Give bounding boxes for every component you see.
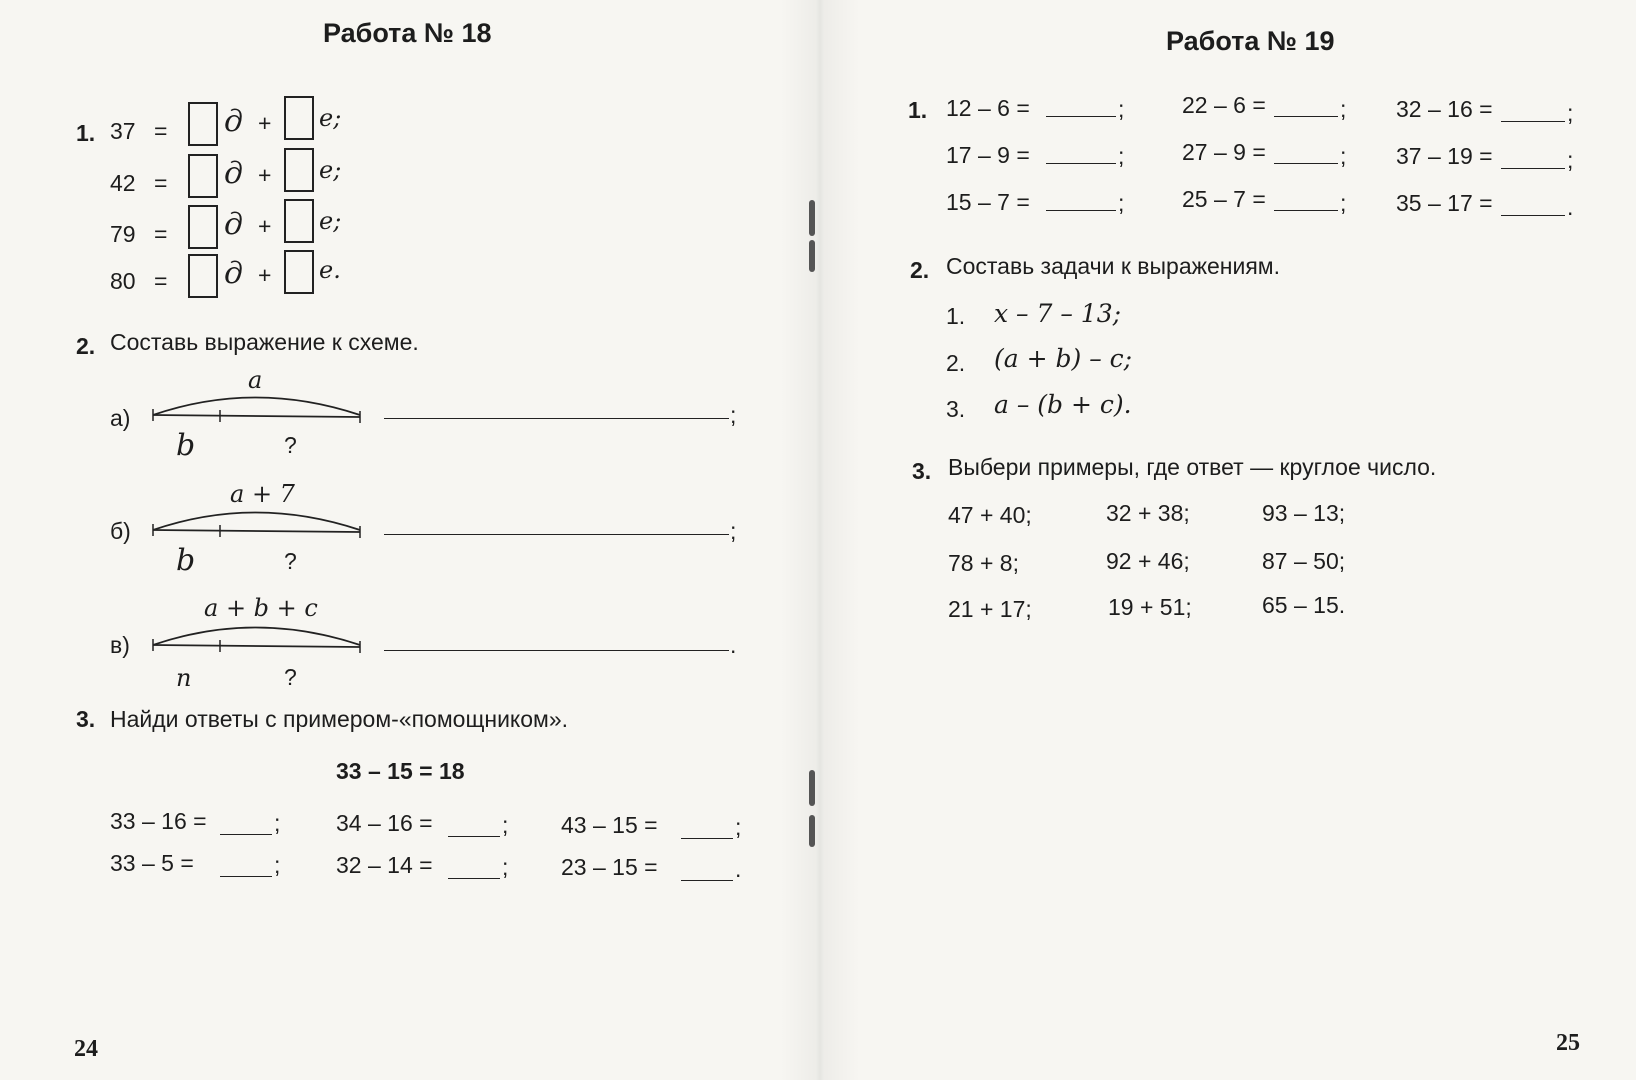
page-number: 25 bbox=[1556, 1030, 1580, 1056]
answer-blank[interactable] bbox=[1046, 116, 1116, 117]
plus-sign: + bbox=[258, 213, 272, 239]
task-number: 1. bbox=[76, 120, 96, 146]
example-end: ; bbox=[1340, 190, 1347, 216]
answer-blank[interactable] bbox=[1501, 215, 1565, 216]
example-expression: 25 – 7 = bbox=[1182, 186, 1266, 212]
answer-box[interactable] bbox=[188, 254, 218, 298]
answer-blank[interactable] bbox=[1274, 210, 1338, 211]
page-title: Работа № 18 bbox=[323, 18, 492, 48]
line-end: ; bbox=[730, 518, 737, 544]
task-number: 1. bbox=[908, 97, 928, 123]
scheme-top-label: a + 7 bbox=[230, 480, 295, 508]
example-end: ; bbox=[274, 810, 281, 836]
answer-box[interactable] bbox=[284, 96, 314, 140]
scheme-arc bbox=[153, 513, 360, 531]
example-expression: 12 – 6 = bbox=[946, 95, 1030, 121]
task-number: 3. bbox=[912, 458, 932, 484]
example-end: ; bbox=[1118, 190, 1125, 216]
task-instruction: Составь выражение к схеме. bbox=[110, 329, 419, 355]
answer-blank[interactable] bbox=[448, 878, 500, 879]
example-expression: 43 – 15 = bbox=[561, 812, 658, 838]
answer-line[interactable] bbox=[384, 534, 729, 535]
answer-blank[interactable] bbox=[220, 876, 272, 877]
example-end: . bbox=[735, 856, 742, 882]
line-end: . bbox=[730, 632, 737, 658]
example-expression: 32 + 38; bbox=[1106, 500, 1190, 526]
item-expression: a – (b + c). bbox=[994, 390, 1132, 419]
scheme-left-label: n bbox=[176, 664, 192, 692]
scheme-top-label: a bbox=[248, 366, 263, 394]
item-expression: (a + b) – c; bbox=[994, 344, 1133, 373]
equals-sign: = bbox=[154, 221, 168, 247]
scheme-diagram bbox=[150, 500, 365, 540]
example-end: ; bbox=[1567, 100, 1574, 126]
answer-blank[interactable] bbox=[448, 836, 500, 837]
answer-line[interactable] bbox=[384, 650, 729, 651]
example-end: ; bbox=[735, 814, 742, 840]
scheme-segment bbox=[153, 530, 360, 532]
scheme-right-label: ? bbox=[284, 664, 297, 690]
example-expression: 32 – 16 = bbox=[1396, 96, 1493, 122]
example-expression: 35 – 17 = bbox=[1396, 190, 1493, 216]
example-end: ; bbox=[1340, 143, 1347, 169]
answer-box[interactable] bbox=[284, 148, 314, 192]
answer-blank[interactable] bbox=[1274, 163, 1338, 164]
task1-value: 79 bbox=[110, 221, 136, 247]
example-end: . bbox=[1567, 194, 1574, 220]
scheme-arc bbox=[153, 628, 360, 646]
plus-sign: + bbox=[258, 162, 272, 188]
task1-value: 42 bbox=[110, 170, 136, 196]
answer-blank[interactable] bbox=[1046, 210, 1116, 211]
example-expression: 92 + 46; bbox=[1106, 548, 1190, 574]
scheme-arc bbox=[153, 398, 360, 416]
equals-sign: = bbox=[154, 268, 168, 294]
answer-box[interactable] bbox=[188, 102, 218, 146]
answer-blank[interactable] bbox=[1046, 163, 1116, 164]
task-number: 2. bbox=[76, 333, 96, 359]
example-expression: 34 – 16 = bbox=[336, 810, 433, 836]
scheme-left-label: b bbox=[176, 428, 196, 463]
answer-line[interactable] bbox=[384, 418, 729, 419]
example-expression: 15 – 7 = bbox=[946, 189, 1030, 215]
example-expression: 17 – 9 = bbox=[946, 142, 1030, 168]
example-end: ; bbox=[1567, 147, 1574, 173]
equals-sign: = bbox=[154, 170, 168, 196]
example-expression: 32 – 14 = bbox=[336, 852, 433, 878]
scheme-diagram bbox=[150, 385, 365, 425]
example-expression: 33 – 16 = bbox=[110, 808, 207, 834]
scheme-segment bbox=[153, 645, 360, 647]
example-expression: 33 – 5 = bbox=[110, 850, 194, 876]
scheme-diagram bbox=[150, 615, 365, 655]
unit-label: д bbox=[224, 156, 244, 191]
unit-label: е; bbox=[319, 104, 342, 132]
example-end: ; bbox=[1118, 143, 1125, 169]
answer-box[interactable] bbox=[284, 250, 314, 294]
scheme-right-label: ? bbox=[284, 548, 297, 574]
line-end: ; bbox=[730, 402, 737, 428]
helper-example: 33 – 15 = 18 bbox=[336, 758, 465, 784]
answer-blank[interactable] bbox=[1501, 121, 1565, 122]
unit-label: д bbox=[224, 207, 244, 242]
task-instruction: Выбери примеры, где ответ — круглое число. bbox=[948, 454, 1437, 480]
answer-blank[interactable] bbox=[681, 880, 733, 881]
plus-sign: + bbox=[258, 110, 272, 136]
scheme-label: а) bbox=[110, 405, 131, 431]
task-number: 3. bbox=[76, 706, 96, 732]
scheme-top-label: a + b + c bbox=[204, 594, 318, 622]
answer-box[interactable] bbox=[188, 205, 218, 249]
answer-box[interactable] bbox=[188, 154, 218, 198]
scheme-left-label: b bbox=[176, 543, 196, 578]
right-page bbox=[818, 0, 1636, 1080]
example-expression: 37 – 19 = bbox=[1396, 143, 1493, 169]
unit-label: е; bbox=[319, 156, 342, 184]
answer-blank[interactable] bbox=[1274, 116, 1338, 117]
answer-box[interactable] bbox=[284, 199, 314, 243]
item-number: 2. bbox=[946, 350, 966, 376]
example-expression: 22 – 6 = bbox=[1182, 92, 1266, 118]
item-number: 3. bbox=[946, 396, 966, 422]
unit-label: е. bbox=[319, 256, 341, 284]
task-instruction: Составь задачи к выражениям. bbox=[946, 253, 1280, 279]
scheme-label: б) bbox=[110, 518, 131, 544]
task1-value: 37 bbox=[110, 118, 136, 144]
scheme-label: в) bbox=[110, 632, 130, 658]
example-end: ; bbox=[502, 854, 509, 880]
example-expression: 65 – 15. bbox=[1262, 592, 1346, 618]
item-number: 1. bbox=[946, 303, 966, 329]
answer-blank[interactable] bbox=[220, 834, 272, 835]
example-expression: 87 – 50; bbox=[1262, 548, 1346, 574]
unit-label: д bbox=[224, 104, 244, 139]
example-end: ; bbox=[1340, 96, 1347, 122]
answer-blank[interactable] bbox=[1501, 168, 1565, 169]
example-expression: 27 – 9 = bbox=[1182, 139, 1266, 165]
answer-blank[interactable] bbox=[681, 838, 733, 839]
example-end: ; bbox=[1118, 96, 1125, 122]
scheme-segment bbox=[153, 415, 360, 417]
example-end: ; bbox=[502, 812, 509, 838]
example-expression: 21 + 17; bbox=[948, 596, 1032, 622]
page-title: Работа № 19 bbox=[1166, 26, 1335, 56]
unit-label: е; bbox=[319, 207, 342, 235]
scheme-right-label: ? bbox=[284, 432, 297, 458]
example-end: ; bbox=[274, 852, 281, 878]
task-instruction: Найди ответы с примером-«помощником». bbox=[110, 706, 569, 732]
unit-label: д bbox=[224, 256, 244, 291]
example-expression: 93 – 13; bbox=[1262, 500, 1346, 526]
example-expression: 47 + 40; bbox=[948, 502, 1032, 528]
plus-sign: + bbox=[258, 262, 272, 288]
example-expression: 19 + 51; bbox=[1108, 594, 1192, 620]
task-number: 2. bbox=[910, 257, 930, 283]
example-expression: 23 – 15 = bbox=[561, 854, 658, 880]
equals-sign: = bbox=[154, 118, 168, 144]
example-expression: 78 + 8; bbox=[948, 550, 1019, 576]
page-number: 24 bbox=[74, 1036, 98, 1062]
task1-value: 80 bbox=[110, 268, 136, 294]
item-expression: x – 7 – 13; bbox=[994, 299, 1122, 328]
